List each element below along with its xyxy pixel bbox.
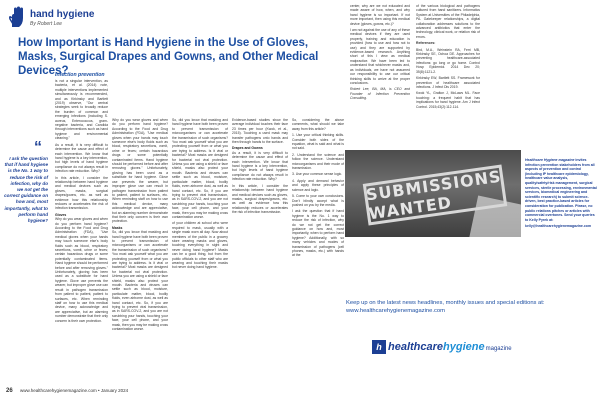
article-column-7 (416, 4, 480, 144)
reference: Kirkinsky EW, Bartlett SS. Framework for prevention of healthcare associated infections. J Infect Dis 2019. (416, 76, 480, 89)
list-item: 1. Use your critical thinking skills. Consider both sides of the equation, what is said and what is not said. (292, 133, 344, 151)
reference: Bird, M.A., Weinstein RA, Ferri MB, Kirkinsky SE, Ochoa DE. Approaches for preventing healthcare-associated infections: go long or go home. Control Hosp Epidemiol. 2014 Dec 20; 35(8):1121-2. (416, 47, 480, 74)
subheading-gloves: Gloves (55, 212, 67, 217)
paragraph: of the various biological and pathogens cultured from hand sanitizers. Informatics System at Universities of the Philadelphia, PA. Gatekeeper relationships, a digital collaboration addresses solutions to the advanced antibiotics that enter the technology, clinical work, or relation risk of errors. (416, 4, 480, 39)
keep-up-banner (346, 300, 594, 315)
section-title: hand hygiene (30, 9, 95, 20)
subheading-masks: Masks (112, 225, 123, 230)
reference: Kwok YL, Gralton J, McLaws ML. Face touching: a frequent habit that has implications for hand hygiene. Am J Infect Control. 2015;43(2):112-114. (416, 91, 480, 109)
paragraph: In this article, I consider the relationship between hand hygiene and medical devices such as gloves, masks, surgical drapes/gowns, etc. as well as evidence how this relationship reduces or accelerates the risk of infection transmission. (232, 183, 288, 215)
paragraph: is not a singular intervention, as bacteria, et al. (2014) note, multiple interventions implemented simultaneously is recommended, and as Kirkinsky and Bartlett (2019) observe, "Our central strategies seek to broadly reduce the burden of common and emerging infections (including S. aureus, Enterococcus, gram-negative bacteria, and Candida through interventions such as hand hygiene and environmental cleaning." (55, 79, 108, 141)
paragraph: of your children at school who were required to mask, usually with a single mask worn all day. Now about members of the public in a grocery store wearing masks and gloves, touching everything in sight and never doing hand hygiene? Masks can be a good thing, but from the public officials to other staff who are wearing and touching their masks but never doing hand hygiene. (172, 221, 228, 270)
logo-word-healthcare: healthcare (388, 341, 444, 353)
article-column-4 (232, 118, 288, 384)
references-heading: References: (416, 41, 436, 46)
page-number: 26 (6, 388, 13, 394)
submissions-promo (525, 158, 597, 229)
paragraph: I am not against the use of any of these medical devices if they are used properly, training and education is provided (how to use and how not to use) and they are supported by evidence-based research. Anything short of this I view as medical malpractice. We have been led to understand that whichever masks and, as individuals, we have not assumed our responsibility to use our critical thinking skills to arrive at the proper conclusions. (350, 28, 410, 85)
paragraph: Why do you wear gloves and when do you perform hand hygiene? According to the Food and Drug Administration (FDA), "Use medical gloves when your hands may touch someone else's body fluids such as blood, respiratory secretions, vomit, urine or feces; certain hazardous drugs or some potentially contaminated items. Hand hygiene should be performed before and after removing gloves." Unfortunately, gloving has been used as a substitute for hand hygiene. Glove use prevents the wearer, but improper glove use can result in pathogen transmission from patient to patient, patient to surfaces, etc. When reminding staff on how to use this medical device, many acknowledge and are appreciative, but an alarming number demonstrate that their only concern is their own protection. (112, 118, 168, 224)
article-headline: How Important is Hand Hygiene in the Use of Gloves, Masks, Surgical Drapes and Gowns, and Other Medical Devices? (18, 37, 319, 77)
pull-quote: I ask the question that if hand hygiene is the No. 1 way to reduce the risk of infection, why do we not get the correct guidance on how and, most importantly, what to perform hand hygiene? (4, 156, 48, 224)
subheading-drapes: Drapes and Gowns (232, 146, 263, 151)
promo-body: invites infection prevention stakeholders from all aspects of prevention and control (including IP healthcare epidemiology, healthcare value analysis, quality/safety/risk management, surgical services, sterile processing, environmental services, biomedical engineering and scientific research) to submit science-driven, best practice-based articles for consideration for publication. Please, no public relations pitches or articles with commercial overtones. Send your queries to Kelly Pyrek at: (525, 158, 597, 222)
paragraph: center, why are we not educated and made aware of how, when, and why hand hygiene is so important. If not more important, then using this medical device (gloves, gowns, etc.)? (350, 4, 410, 26)
promo-brand: Healthcare Hygiene magazine (525, 158, 575, 162)
page-footer (6, 388, 128, 394)
submissions-image (345, 150, 521, 237)
article-column-5 (292, 118, 344, 384)
keep-up-text: Keep up on the latest news headlines, monthly issues and special editions at: (346, 300, 545, 306)
paragraph: So, did you know that masking and hand hygiene have both been proven to prevent transmission of microorganisms or can accelerate the transmission of such organisms? You must ask yourself what you are protecting yourself from or what you are trying to address. Is it viral or bacterial? Most masks are designed for bacterial not viral protection. Unless you are using a shield or face shield, masks also protect your mouth. Bacteria and viruses can settle such as blood, moisture, particulate matter, blood, bodily fluids, even airborne dust, as well as hand contact, etc. So, if you are trying to prevent viral transmission, as in SARS-COV-2, and you are not scrubbing your hands, touching your face, your cell phone, and your mask, then you may be making cross contamination worse. (172, 118, 228, 219)
paragraph: So, did you know that masking and hand hygiene have both been proven to prevent transmission of microorganisms or can accelerate the transmission of such organisms? You must ask yourself what you are protecting yourself from or what you are trying to address. Is it viral or bacterial? Most masks are designed for bacterial not viral protection. Unless you are using a shield or face shield, masks also protect your mouth. Bacteria and viruses can settle such as blood, moisture, particulate matter, blood, bodily fluids, even airborne dust, as well as hand contact, etc. So, if you are trying to prevent viral transmission, as in SARS-COV-2, and you are not scrubbing your hands, touching your face, your cell phone, and your mask, then you may be making cross contamination worse. (112, 230, 168, 332)
website-link[interactable]: www.healthcarehygienemagazine.com (346, 307, 445, 314)
paragraph: As a result, it is very difficult to determine the cause and effect of each intervention. We know that hand hygiene is a key intervention, but high levels of hand hygiene compliance do not always result in infection rate reduction. Why? (55, 142, 108, 174)
paragraph: As a result, it is very difficult to determine the cause and effect of each intervention. We know that hand hygiene is a key intervention, but high levels of hand hygiene compliance do not always result in infection rate reduction. Why? (232, 150, 288, 182)
list-item: 5. Come to your own conclusions. Don't blindly accept what is pushed on you by the media. (292, 194, 344, 207)
stamp-text: SUBMISSIONS WANTED (364, 166, 503, 224)
logo-mark-icon: h (372, 340, 386, 354)
article-column-6 (350, 4, 410, 144)
byline: By Robert Lee (30, 21, 62, 27)
list-item: 2. Understand the science and follow the science. Understand microorganisms and their mode of transmission. (292, 152, 344, 171)
paragraph: Why do you wear gloves and when do you perform hand hygiene? According to the Food and Drug Administration (FDA), "Use medical gloves when your hands may touch someone else's body fluids such as blood, respiratory secretions, vomit, urine or feces; certain hazardous drugs or some potentially contaminated items. Hand hygiene should be performed before and after removing gloves." Unfortunately, gloving has been used as a substitute for hand hygiene. Glove use prevents the wearer, but improper glove use can result in pathogen transmission from patient to patient, patient to surfaces, etc. When reminding staff on how to use this medical device, many acknowledge and are appreciative, but an alarming number demonstrate that their only concern is their own protection. (55, 217, 108, 323)
promo-email-link[interactable]: kelly@healthcarehygienemagazine.com (525, 224, 592, 229)
logo-word-magazine: magazine (485, 346, 512, 352)
logo-word-hygiene: hygiene (443, 341, 485, 353)
article-column-2 (112, 118, 168, 384)
paragraph: Evidence-based studies show the average individual touches their face 23 times per hour (Kwok, et al., 2015). Touching a used mask may transfer pathogens onto hands and then through hands to the surface. (232, 118, 288, 145)
paragraph: So, considering the above comments, what should we take away from this article? (292, 118, 344, 131)
quote-mark-icon: “ (34, 139, 42, 156)
paragraph: I ask the question that if hand hygiene is the No. 1 way to reduce the risk of infection, why do we not get the correct guidance on how and, most importantly, when to perform hand hygiene? Additionally, with so many vehicles and modes of transmission of pathogens (cell phones, masks, etc.) with hands at the (292, 209, 344, 258)
list-item: 3. Use your common sense logic. (292, 172, 343, 177)
hand-icon (8, 6, 26, 28)
article-column-3 (172, 118, 228, 384)
footer-text: www.healthcarehygienemagazine.com • January 2024 (19, 388, 129, 393)
list-item: 4. Apply and demand behavior and apply these principles of science and logic. (292, 178, 344, 192)
paragraph: In this article, I consider the relationship between hand hygiene and medical devices such as gloves, masks, surgical drapes/gowns, etc. as well as evidence how this relationship reduces or accelerates the risk of infection transmission. (55, 175, 108, 211)
lead-in: Infection prevention (55, 72, 105, 78)
article-column-1 (55, 72, 108, 384)
author-bio: Robert Lee, BA, MA, is CEO and Founder of Infection Prevention Consulting. (350, 87, 410, 101)
magazine-logo (372, 338, 512, 356)
